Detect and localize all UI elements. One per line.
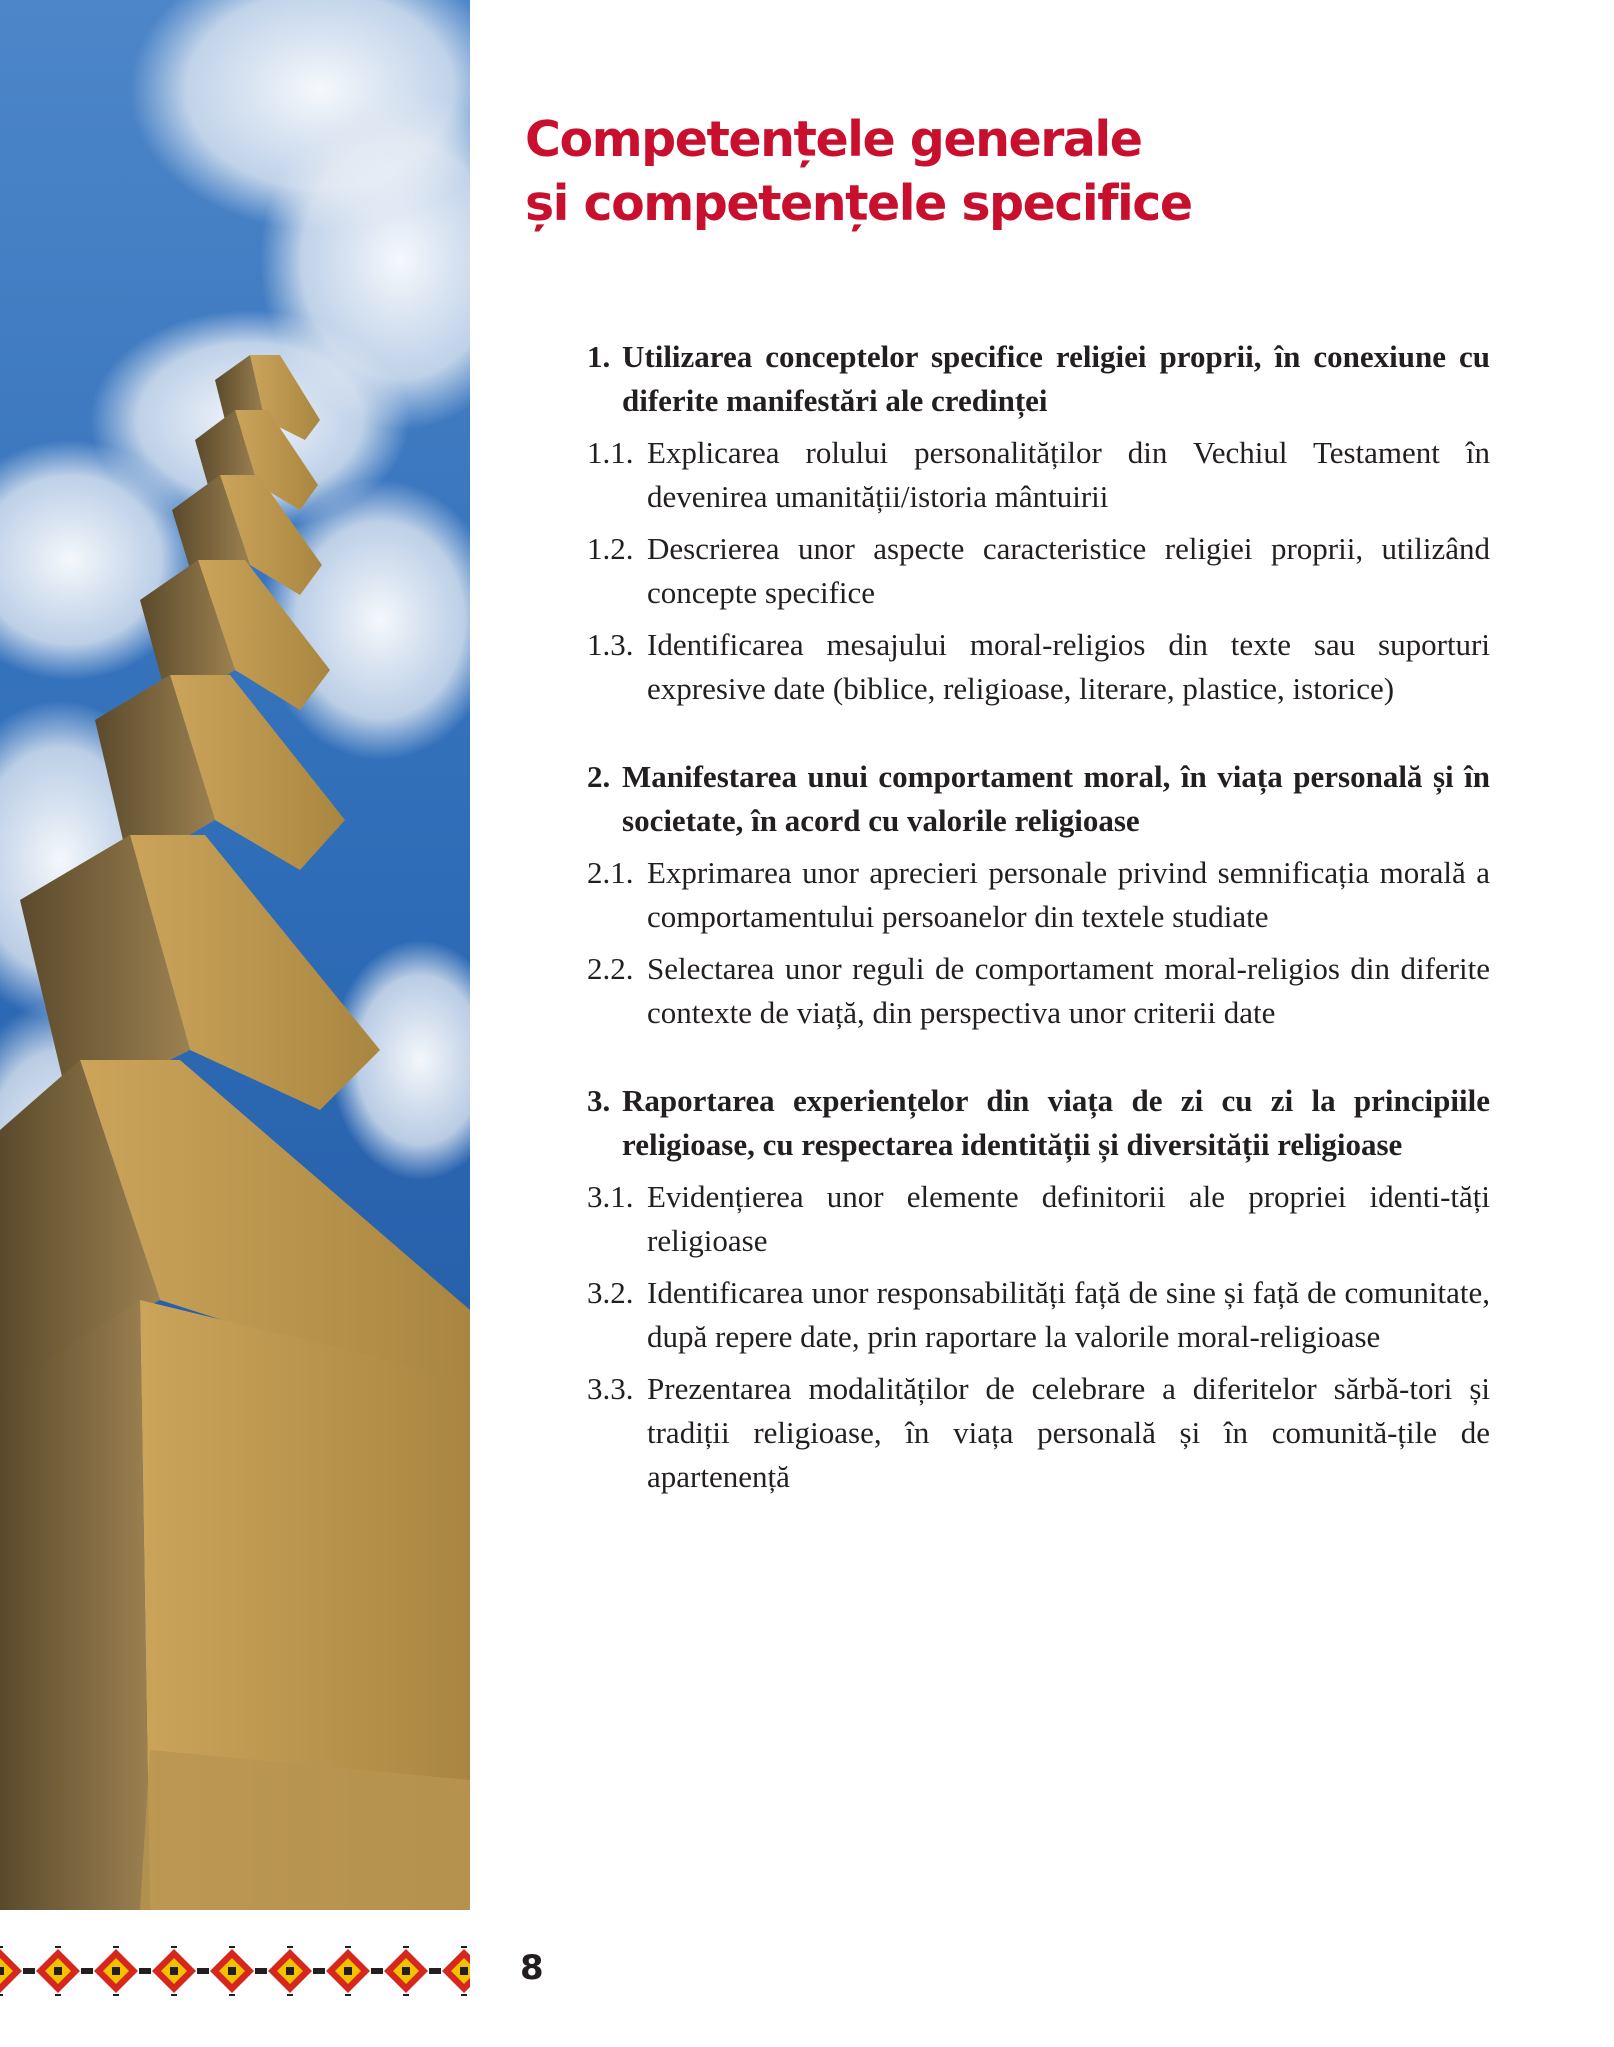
page-number: 8	[520, 1948, 544, 1988]
ornament-motif	[0, 1946, 29, 1996]
item-text: Explicarea rolului personalităților din Vechiul Testament în devenirea umanității/istoria mântuirii	[647, 435, 1490, 514]
section-heading-text: Utilizarea conceptelor specifice religiei proprii, în conexiune cu diferite manifestări ale credinței	[622, 339, 1490, 418]
section-heading	[587, 335, 1490, 423]
section-1	[587, 335, 1490, 711]
item-text: Identificarea mesajului moral-religios din texte sau suporturi expresive date (biblice, religioase, literare, plastice, istorice)	[647, 627, 1490, 706]
item-text: Selectarea unor reguli de comportament moral-religios din diferite contexte de viață, din perspectiva unor criterii date	[647, 951, 1490, 1030]
folk-embroidery-border	[0, 1946, 470, 1996]
item-text: Evidențierea unor elemente definitorii ale propriei identi-tăți religioase	[647, 1179, 1490, 1258]
item-text: Descrierea unor aspecte caracteristice religiei proprii, utilizând concepte specifice	[647, 531, 1490, 610]
section-heading	[587, 755, 1490, 843]
ornament-motif	[145, 1946, 203, 1996]
list-item	[587, 1175, 1490, 1263]
title-line-1: Competențele generale	[525, 111, 1142, 168]
title-line-2: și competențele specifice	[525, 175, 1192, 232]
item-number: 3.3.	[587, 1371, 634, 1406]
ornament-motif	[261, 1946, 319, 1996]
section-heading-text: Raportarea experiențelor din viața de zi cu zi la principiile religioase, cu respectarea identității și diversității religioase	[622, 1083, 1490, 1162]
item-number: 3.2.	[587, 1275, 634, 1310]
section-number: 2.	[587, 759, 611, 794]
ornament-pattern	[0, 1946, 470, 1996]
list-item	[587, 623, 1490, 711]
list-item	[587, 1271, 1490, 1359]
ornament-motif	[29, 1946, 87, 1996]
ornament-motif	[203, 1946, 261, 1996]
item-number: 2.1.	[587, 855, 634, 890]
ornament-motif	[377, 1946, 435, 1996]
item-number: 1.2.	[587, 531, 634, 566]
ornament-motif	[435, 1946, 470, 1996]
list-item	[587, 851, 1490, 939]
list-item	[587, 1367, 1490, 1499]
item-text: Prezentarea modalităților de celebrare a diferitelor sărbă-tori și tradiții religioase, în viața personală și în comunită-țile de apartenență	[647, 1371, 1490, 1494]
section-number: 1.	[587, 339, 611, 374]
section-2	[587, 755, 1490, 1035]
item-text: Identificarea unor responsabilități față de sine și față de comunitate, după repere date, prin raportare la valorile moral-religioase	[647, 1275, 1490, 1354]
section-heading	[587, 1079, 1490, 1167]
section-number: 3.	[587, 1083, 611, 1118]
list-item	[587, 947, 1490, 1035]
column-illustration	[0, 0, 470, 1910]
item-number: 1.3.	[587, 627, 634, 662]
list-item	[587, 527, 1490, 615]
item-number: 1.1.	[587, 435, 634, 470]
list-item	[587, 431, 1490, 519]
section-3	[587, 1079, 1490, 1499]
ornament-motif	[319, 1946, 377, 1996]
ornament-motif	[87, 1946, 145, 1996]
page-title	[525, 108, 1525, 236]
section-heading-text: Manifestarea unui comportament moral, în viața personală și în societate, în acord cu valorile religioase	[622, 759, 1490, 838]
endless-column-photo	[0, 0, 470, 1910]
item-number: 2.2.	[587, 951, 634, 986]
item-number: 3.1.	[587, 1179, 634, 1214]
competences-list	[587, 335, 1490, 1543]
item-text: Exprimarea unor aprecieri personale privind semnificația morală a comportamentului persoanelor din textele studiate	[647, 855, 1490, 934]
